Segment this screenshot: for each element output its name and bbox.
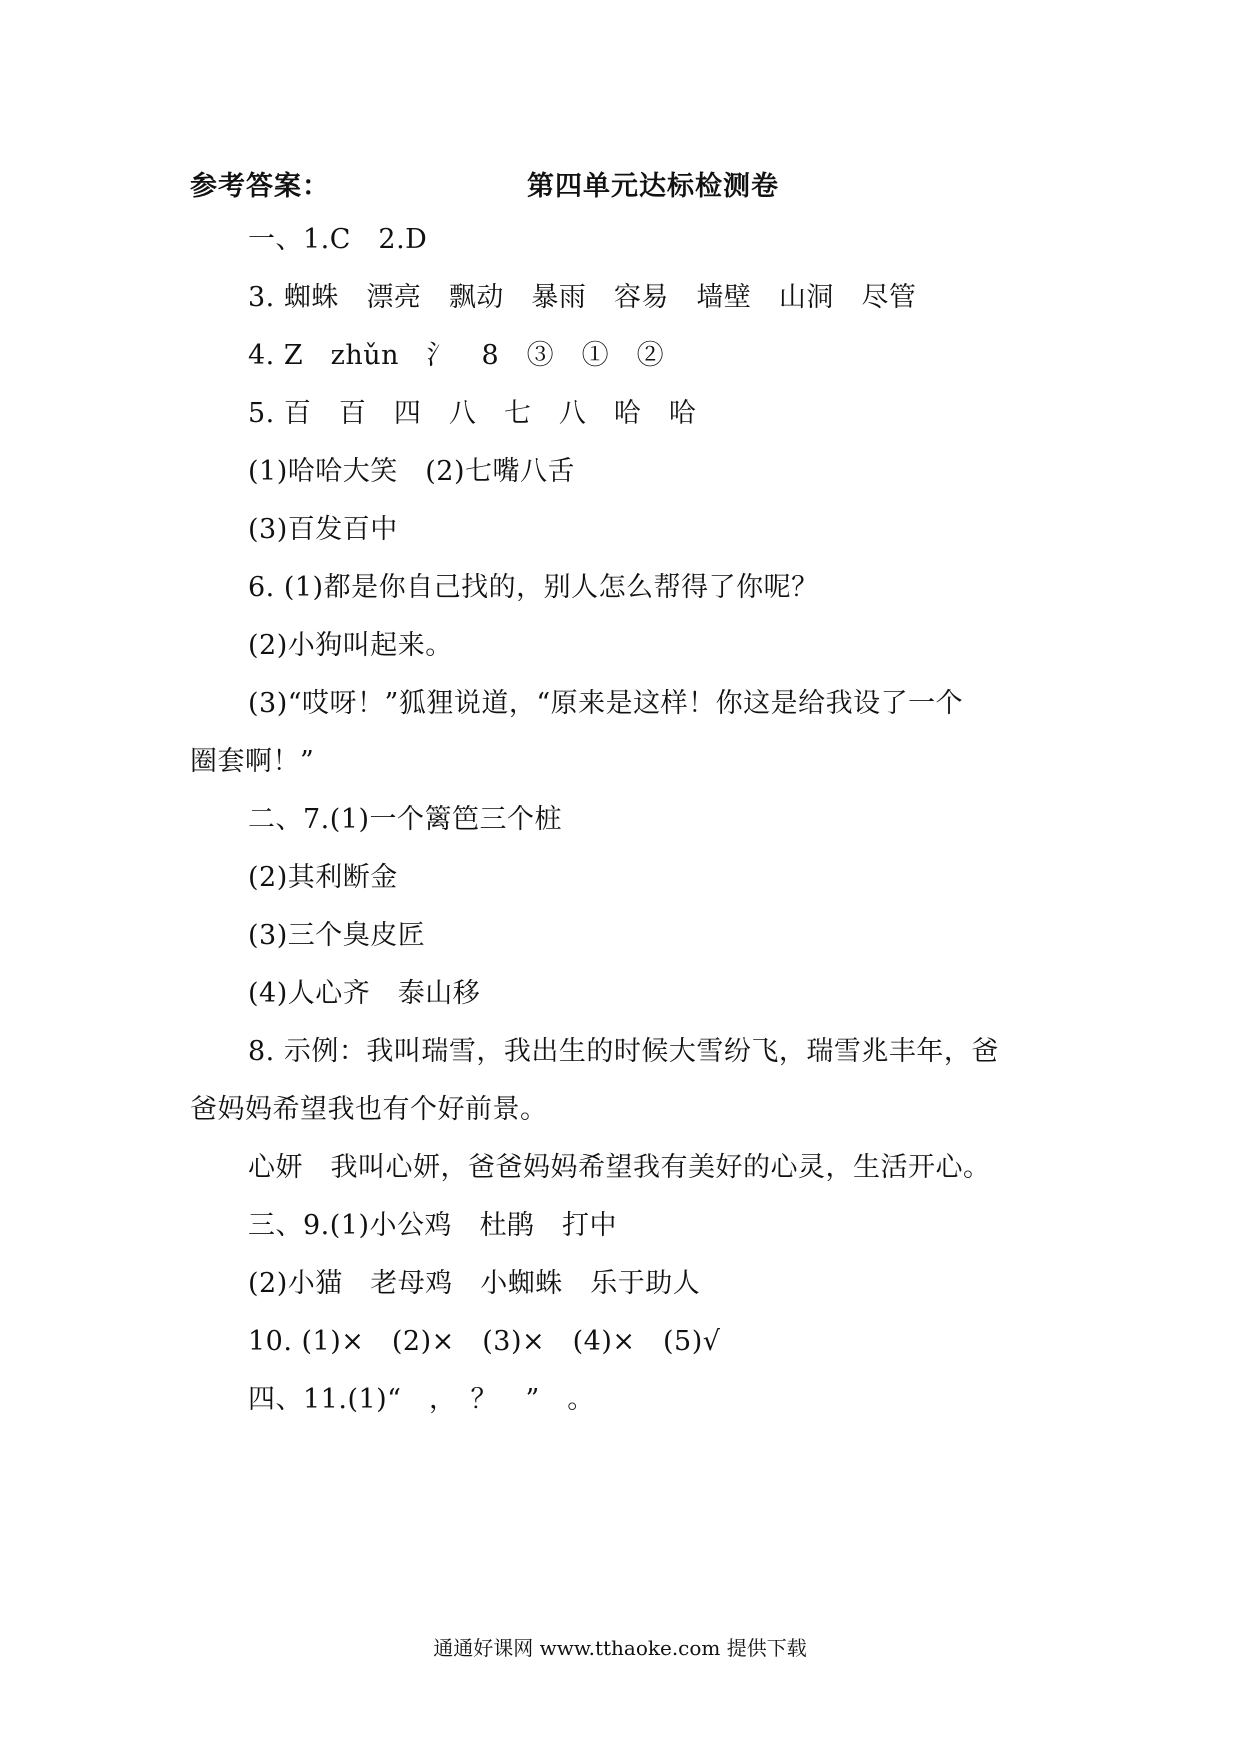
- answer-line: 4. Z zhǔn 氵 8 ③ ① ②: [248, 340, 665, 371]
- answer-line: (3)百发百中: [248, 514, 398, 545]
- answer-line: 二、7.(1)一个篱笆三个桩: [248, 804, 563, 835]
- answer-line: (3)三个臭皮匠: [248, 920, 426, 951]
- answer-line: (2)小狗叫起来。: [248, 630, 453, 661]
- header: [190, 164, 1090, 204]
- answer-line: 3. 蜘蛛 漂亮 飘动 暴雨 容易 墙壁 山洞 尽管: [248, 282, 917, 313]
- answer-line: (2)其利断金: [248, 862, 398, 893]
- answer-line: 6. (1)都是你自己找的，别人怎么帮得了你呢？: [248, 572, 819, 603]
- answer-line: 爸妈妈希望我也有个好前景。: [190, 1094, 548, 1125]
- answer-line: 8. 示例：我叫瑞雪，我出生的时候大雪纷飞，瑞雪兆丰年，爸: [248, 1036, 999, 1067]
- answer-line: (2)小猫 老母鸡 小蜘蛛 乐于助人: [248, 1268, 701, 1299]
- answer-line: (4)人心齐 泰山移: [248, 978, 481, 1009]
- answer-line: 5. 百 百 四 八 七 八 哈 哈: [248, 398, 697, 429]
- answer-line: 圈套啊！”: [190, 746, 315, 777]
- answer-line: 三、9.(1)小公鸡 杜鹃 打中: [248, 1210, 618, 1241]
- page-title: 第四单元达标检测卷: [527, 171, 779, 202]
- answer-line: 四、11.(1)“ ， ？ ” 。: [248, 1384, 595, 1415]
- footer-source: 通通好课网 www.tthaoke.com 提供下载: [433, 1636, 807, 1660]
- answer-line: (3)“哎呀！”狐狸说道，“原来是这样！你这是给我设了一个: [248, 688, 964, 719]
- answer-line: (1)哈哈大笑 (2)七嘴八舌: [248, 456, 575, 487]
- answer-line: 心妍 我叫心妍，爸爸妈妈希望我有美好的心灵，生活开心。: [248, 1152, 991, 1183]
- answer-line: 一、1.C 2.D: [248, 224, 428, 255]
- answer-key-label: 参考答案：: [190, 171, 330, 202]
- answer-line: 10. (1)× (2)× (3)× (4)× (5)√: [248, 1326, 721, 1357]
